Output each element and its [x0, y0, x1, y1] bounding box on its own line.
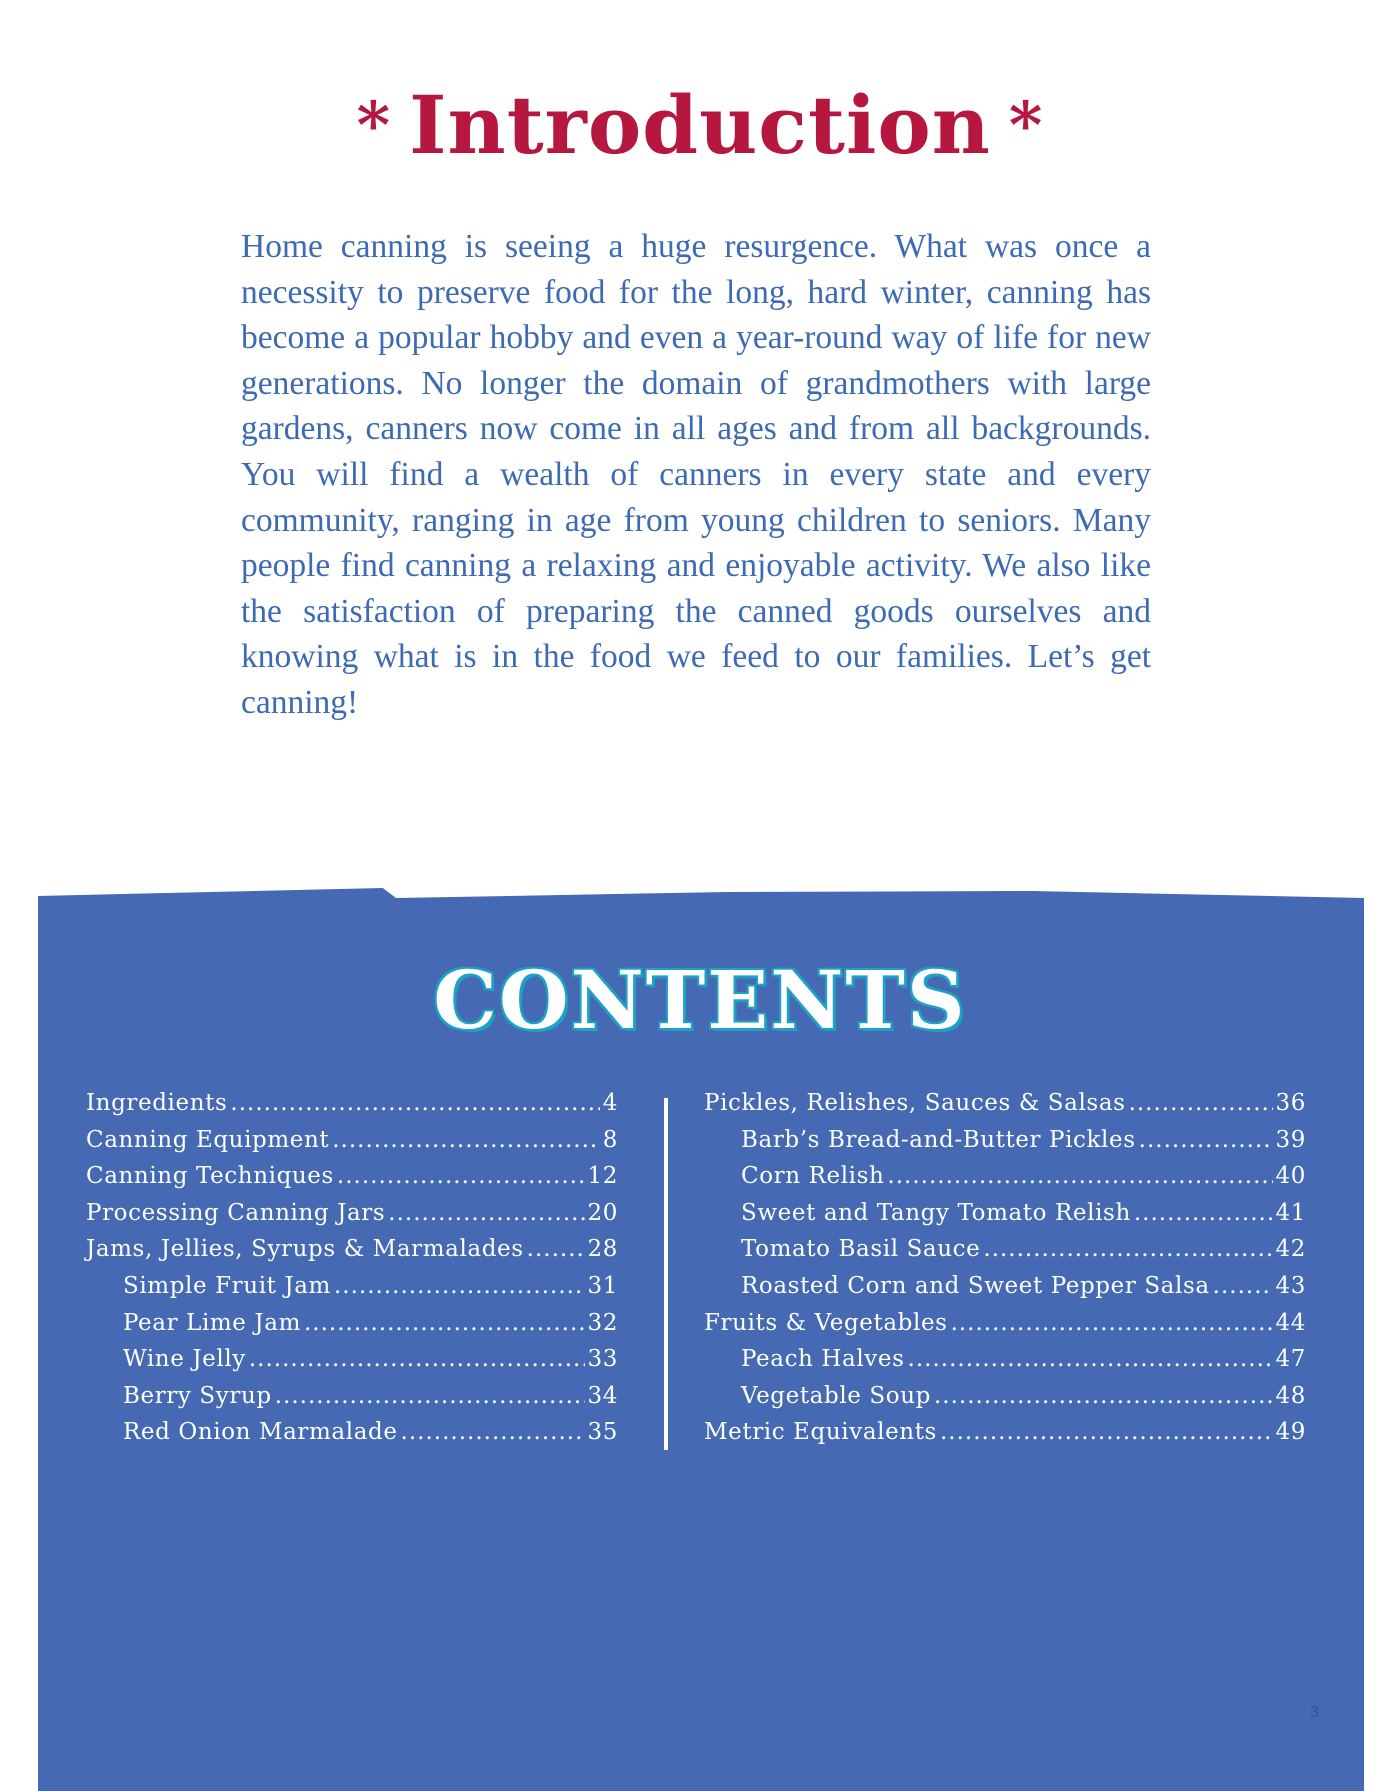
toc-entry-page: 4 [602, 1090, 618, 1116]
toc-entry-page: 48 [1275, 1382, 1306, 1409]
toc-entry-label: Jams, Jellies, Syrups & Marmalades [86, 1236, 524, 1263]
toc-entry-label: Pear Lime Jam [123, 1309, 301, 1336]
toc-entry-label: Simple Fruit Jam [123, 1272, 331, 1299]
toc-entry[interactable] [86, 1200, 618, 1237]
toc-entry-page: 35 [587, 1419, 618, 1446]
toc-subentry[interactable] [704, 1163, 1306, 1200]
intro-paragraph: Home canning is seeing a huge resurgence. What was once a necessity to preserve food for the long, hard winter, canning has become a popular hobby and even a year-round way of life for new generations. No longer the domain of grandmothers with large gardens, canners now come in all ages and from all backgrounds. You will find a wealth of canners in every state and every community, ranging in age from young children to seniors. Many people find canning a relaxing and enjoyable activity. We also like the satisfaction of preparing the canned goods ourselves and knowing what is in the food we feed to our families. Let’s get canning! [241, 228, 1151, 721]
intro-title-text: Introduction [409, 78, 991, 172]
toc-dot-leader [337, 1163, 585, 1189]
toc-dot-leader [908, 1346, 1273, 1372]
toc-dot-leader [951, 1310, 1273, 1336]
toc-entry[interactable] [86, 1236, 618, 1273]
toc-entry-page: 36 [1275, 1090, 1306, 1116]
toc-entry[interactable] [704, 1090, 1306, 1127]
toc-entry-page: 8 [602, 1126, 618, 1153]
toc-dot-leader [304, 1310, 585, 1336]
toc-dot-leader [230, 1090, 599, 1116]
page-number: 3 [1310, 1704, 1319, 1721]
toc-entry-label: Berry Syrup [123, 1382, 272, 1409]
toc-entry-page: 40 [1275, 1163, 1306, 1190]
toc-entry-label: Wine Jelly [123, 1346, 246, 1373]
toc-subentry[interactable] [704, 1236, 1306, 1273]
toc-dot-leader [887, 1163, 1272, 1189]
toc-entry-page: 47 [1275, 1346, 1306, 1373]
toc-entry-page: 39 [1275, 1126, 1306, 1153]
toc-entry-label: Canning Equipment [86, 1126, 330, 1153]
toc-entry-page: 43 [1275, 1272, 1306, 1299]
toc-dot-leader [527, 1236, 585, 1262]
toc-dot-leader [983, 1236, 1272, 1262]
toc-entry[interactable] [86, 1090, 618, 1127]
toc-subentry[interactable] [86, 1310, 618, 1347]
toc-entry-label: Barb’s Bread-and-Butter Pickles [741, 1126, 1136, 1153]
toc-dot-leader [249, 1346, 585, 1372]
toc-entry-label: Processing Canning Jars [86, 1199, 386, 1226]
toc-entry-page: 34 [587, 1382, 618, 1409]
asterisk-ornament-left: * [356, 88, 392, 163]
toc-entry-label: Sweet and Tangy Tomato Relish [741, 1199, 1131, 1226]
toc-subentry[interactable] [86, 1383, 618, 1420]
toc-entry-page: 32 [587, 1309, 618, 1336]
toc-entry[interactable] [86, 1163, 618, 1200]
toc-dot-leader [940, 1419, 1273, 1445]
toc-column-divider [664, 1098, 668, 1450]
toc-entry-page: 20 [587, 1199, 618, 1226]
toc-subentry[interactable] [704, 1200, 1306, 1237]
toc-dot-leader [275, 1383, 585, 1409]
toc-dot-leader [334, 1273, 585, 1299]
toc-dot-leader [388, 1200, 584, 1226]
toc-entry-page: 49 [1275, 1419, 1306, 1446]
toc-entry[interactable] [86, 1127, 618, 1164]
toc-entry-label: Red Onion Marmalade [123, 1419, 398, 1446]
toc-subentry[interactable] [704, 1127, 1306, 1164]
toc-subentry[interactable] [704, 1383, 1306, 1420]
toc-entry[interactable] [704, 1419, 1306, 1456]
toc-entry-label: Roasted Corn and Sweet Pepper Salsa [741, 1272, 1210, 1299]
toc-entry-label: Fruits & Vegetables [704, 1309, 948, 1336]
toc-entry-page: 33 [587, 1346, 618, 1373]
toc-entry-label: Ingredients [86, 1090, 228, 1116]
toc-dot-leader [332, 1127, 600, 1153]
toc-entry-page: 41 [1275, 1199, 1306, 1226]
toc-entry-label: Pickles, Relishes, Sauces & Salsas [704, 1090, 1126, 1116]
toc-entry-page: 31 [587, 1272, 618, 1299]
toc-subentry[interactable] [86, 1419, 618, 1456]
toc-entry[interactable] [704, 1310, 1306, 1347]
toc-entry-label: Tomato Basil Sauce [741, 1236, 981, 1263]
toc-entry-page: 28 [587, 1236, 618, 1263]
toc-subentry[interactable] [86, 1273, 618, 1310]
toc-left-column [86, 1090, 618, 1456]
toc-entry-label: Corn Relish [741, 1163, 885, 1190]
toc-entry-label: Vegetable Soup [741, 1382, 931, 1409]
toc-dot-leader [1134, 1200, 1273, 1226]
toc-entry-label: Peach Halves [741, 1346, 905, 1373]
toc-dot-leader [1139, 1127, 1273, 1153]
toc-dot-leader [1129, 1090, 1273, 1116]
toc-right-column [704, 1090, 1306, 1456]
toc-entry-page: 12 [587, 1163, 618, 1190]
intro-title [0, 70, 1400, 181]
toc-subentry[interactable] [704, 1346, 1306, 1383]
contents-title: CONTENTS [433, 953, 967, 1047]
asterisk-ornament-right: * [1008, 88, 1044, 163]
toc-entry-label: Canning Techniques [86, 1163, 334, 1190]
toc-subentry[interactable] [704, 1273, 1306, 1310]
toc-entry-page: 42 [1275, 1236, 1306, 1263]
toc-subentry[interactable] [86, 1346, 618, 1383]
toc-entry-page: 44 [1275, 1309, 1306, 1336]
toc-entry-label: Metric Equivalents [704, 1419, 937, 1446]
toc-dot-leader [1213, 1273, 1273, 1299]
toc-dot-leader [934, 1383, 1273, 1409]
toc-dot-leader [401, 1419, 585, 1445]
